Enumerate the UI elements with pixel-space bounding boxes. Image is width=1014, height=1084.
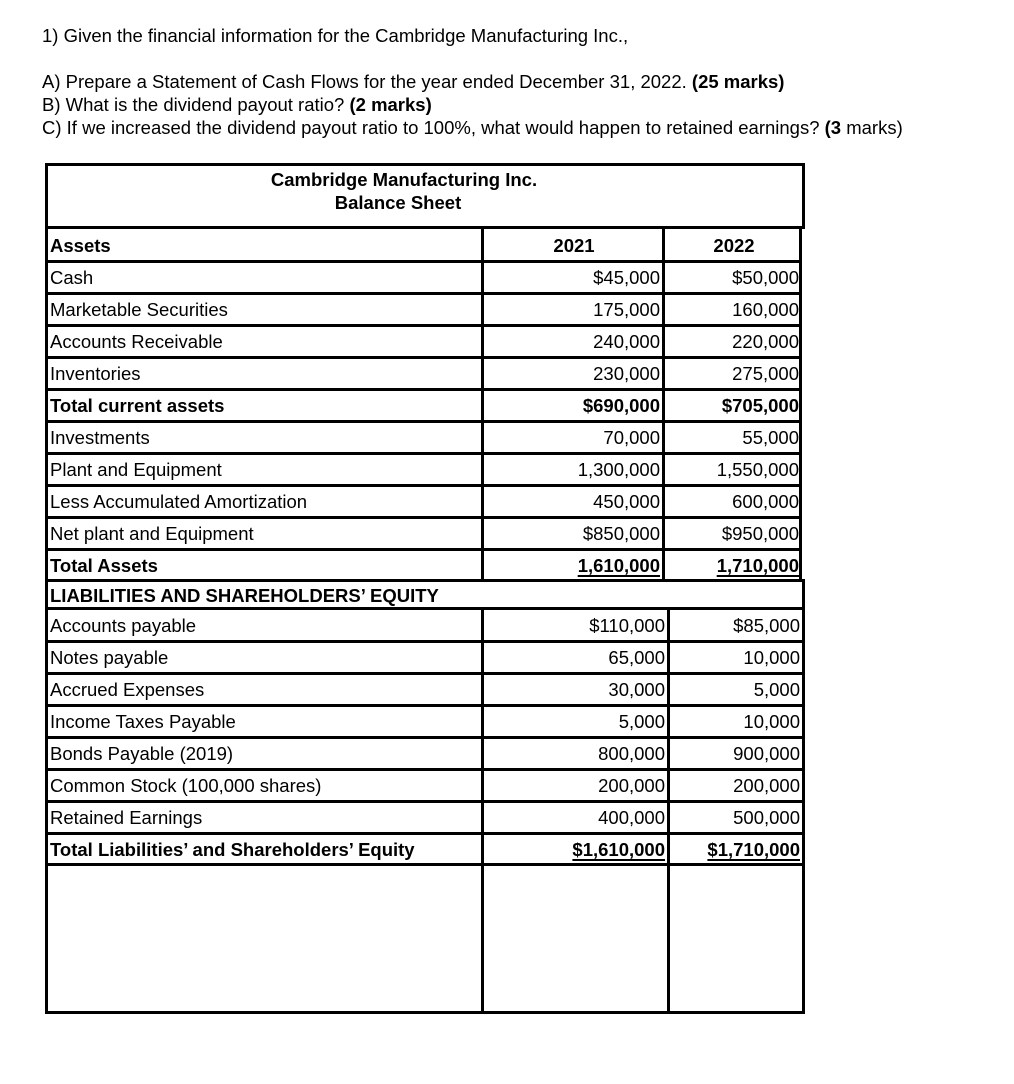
table-row-total-current-assets: Total current assets $690,000 $705,000	[50, 395, 799, 416]
year-2022-header: 2022	[713, 235, 755, 256]
col-divider-label-liabilities	[481, 607, 484, 866]
part-c-marks-num: (3	[824, 117, 842, 138]
title-box-bottom-border	[45, 226, 805, 229]
table-row: Net plant and Equipment $850,000 $950,000	[50, 523, 799, 544]
table-row: Accounts payable $110,000 $85,000	[50, 615, 800, 636]
table-row: Retained Earnings 400,000 500,000	[50, 807, 800, 828]
company-name: Cambridge Manufacturing Inc.	[270, 169, 538, 190]
question-intro: 1) Given the financial information for the Cambridge Manufacturing Inc.,	[42, 25, 629, 46]
statement-title: Balance Sheet	[334, 192, 462, 213]
table-right-border-assets	[799, 229, 802, 579]
liabilities-heading: LIABILITIES AND SHAREHOLDERS’ EQUITY	[50, 585, 439, 606]
table-row-total-liabilities-equity: Total Liabilities’ and Shareholders’ Equity $1,610,000 $1,710,000	[50, 839, 800, 860]
header-row	[0, 230, 1014, 262]
title-box-right-border	[802, 163, 805, 229]
table-right-border-liabilities	[802, 579, 805, 866]
part-b-marks: (2 marks)	[349, 94, 432, 115]
question-part-c: C) If we increased the dividend payout ratio to 100%, what would happen to retained earnings? (3 marks)	[42, 117, 903, 138]
balance-sheet-title	[50, 168, 802, 214]
table-bottom-border	[45, 1011, 805, 1014]
table-row: Inventories 230,000 275,000	[50, 363, 799, 384]
question-part-a: A) Prepare a Statement of Cash Flows for the year ended December 31, 2022. (25 marks)	[42, 71, 785, 92]
table-row-total-assets: Total Assets 1,610,000 1,710,000	[50, 555, 799, 576]
table-row: Marketable Securities 175,000 160,000	[50, 299, 799, 320]
year-2021-header: 2021	[553, 235, 595, 256]
table-row: Accounts Receivable 240,000 220,000	[50, 331, 799, 352]
table-row: Cash $45,000 $50,000	[50, 267, 799, 288]
table-row: Income Taxes Payable 5,000 10,000	[50, 711, 800, 732]
col-divider-years-liabilities	[667, 607, 670, 866]
table-row: Bonds Payable (2019) 800,000 900,000	[50, 743, 800, 764]
table-row: Less Accumulated Amortization 450,000 600,000	[50, 491, 799, 512]
table-row: Plant and Equipment 1,300,000 1,550,000	[50, 459, 799, 480]
col-divider-label-assets	[481, 229, 484, 579]
part-a-marks: (25 marks)	[691, 71, 785, 92]
title-box-top-border	[45, 163, 805, 166]
col-divider-years-assets	[662, 229, 665, 579]
table-row: Notes payable 65,000 10,000	[50, 647, 800, 668]
assets-header: Assets	[50, 235, 111, 256]
table-row: Accrued Expenses 30,000 5,000	[50, 679, 800, 700]
table-row: Investments 70,000 55,000	[50, 427, 799, 448]
table-row: Common Stock (100,000 shares) 200,000 200,000	[50, 775, 800, 796]
question-part-b: B) What is the dividend payout ratio? (2 marks)	[42, 94, 432, 115]
